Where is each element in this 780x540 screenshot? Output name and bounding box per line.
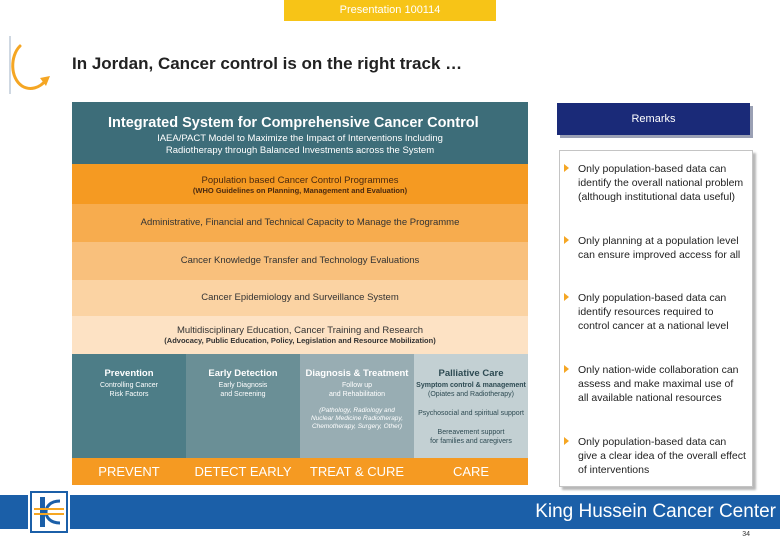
column-diagnosis-treatment-title: Diagnosis & Treatment (305, 368, 409, 379)
column-diagnosis-treatment (300, 354, 414, 458)
footer-prevent: PREVENT (72, 458, 186, 485)
presentation-label: Presentation 100114 (284, 0, 496, 21)
remark-item (578, 162, 746, 204)
diagram-subtitle (72, 133, 528, 157)
remarks-header: Remarks (557, 103, 750, 135)
column-palliative-care-sub1: Symptom control & management (416, 382, 526, 389)
band-knowledge (72, 242, 528, 280)
column-palliative-care-note3: Bereavement support (437, 429, 505, 436)
column-early-detection-title: Early Detection (208, 368, 278, 379)
diagram-subtitle-line2: Radiotherapy through Balanced Investments across the System (165, 145, 435, 156)
column-prevention-sub2: Risk Factors (109, 391, 149, 398)
band-education-title: Multidisciplinary Education, Cancer Training and Research (176, 325, 424, 336)
remark-text: Only population-based data can give a clear idea of the overall effect of interventions (578, 436, 746, 476)
cancer-control-diagram (72, 102, 528, 485)
remark-text: Only population-based data can identify resources required to control cancer at a national level (578, 292, 729, 332)
column-prevention (72, 354, 186, 458)
column-palliative-care-note1: Psychosocial and spiritual support (418, 410, 524, 417)
remark-item (578, 435, 746, 477)
column-diagnosis-treatment-note3: Chemotherapy, Surgery, Other) (311, 423, 403, 430)
band-epidemiology (72, 280, 528, 316)
diagram-subtitle-line1: IAEA/PACT Model to Maximize the Impact of Interventions Including (157, 133, 443, 144)
bullet-arrow-icon (564, 236, 569, 244)
slide-title: In Jordan, Cancer control is on the right track … (72, 54, 463, 73)
column-palliative-care-sub2: (Opiates and Radiotherapy) (428, 391, 514, 398)
column-diagnosis-treatment-sub1: Follow up (342, 382, 372, 389)
footer-treat-cure: TREAT & CURE (300, 458, 414, 485)
band-programmes (72, 164, 528, 204)
bullet-arrow-icon (564, 365, 569, 373)
remark-text: Only planning at a population level can ensure improved access for all (578, 235, 741, 261)
khcc-logo-icon (28, 489, 70, 535)
remark-item (578, 234, 746, 262)
page-number: 34 (742, 531, 750, 538)
band-programmes-subtitle: (WHO Guidelines on Planning, Management and Evaluation) (192, 186, 408, 195)
column-diagnosis-treatment-note1: (Pathology, Radiology and (319, 407, 395, 414)
footer-detect-early: DETECT EARLY (186, 458, 300, 485)
bullet-arrow-icon (564, 437, 569, 445)
remark-text: Only population-based data can identify the overall national problem (although institutional data useful) (578, 163, 744, 203)
band-knowledge-title: Cancer Knowledge Transfer and Technology Evaluations (180, 255, 420, 266)
band-programmes-title: Population based Cancer Control Programmes (201, 175, 399, 186)
remark-item (578, 291, 746, 333)
arrow-logo-icon (6, 34, 52, 96)
remarks-panel (559, 150, 753, 487)
band-education (72, 316, 528, 354)
column-diagnosis-treatment-sub2: and Rehabilitation (328, 391, 386, 398)
bullet-arrow-icon (564, 293, 569, 301)
column-diagnosis-treatment-note2: Nuclear Medicine Radiotherapy, (310, 415, 403, 422)
diagram-header (72, 102, 528, 164)
footer-care: CARE (414, 458, 528, 485)
band-education-subtitle: (Advocacy, Public Education, Policy, Legislation and Resource Mobilization) (164, 336, 436, 345)
column-prevention-title: Prevention (104, 368, 154, 379)
column-early-detection-sub1: Early Diagnosis (218, 382, 268, 389)
column-early-detection-sub2: and Screening (220, 391, 266, 398)
column-palliative-care (414, 354, 528, 458)
band-capacity-title: Administrative, Financial and Technical Capacity to Manage the Programme (140, 217, 460, 228)
bullet-arrow-icon (564, 164, 569, 172)
column-early-detection (186, 354, 300, 458)
column-palliative-care-note4: for families and caregivers (430, 438, 512, 445)
column-prevention-sub1: Controlling Cancer (100, 382, 158, 389)
remark-item (578, 363, 746, 405)
column-palliative-care-title: Palliative Care (438, 368, 504, 379)
band-epidemiology-title: Cancer Epidemiology and Surveillance System (201, 292, 399, 303)
band-capacity (72, 204, 528, 242)
diagram-title: Integrated System for Comprehensive Cancer Control (108, 115, 479, 131)
organization-name: King Hussein Cancer Center (535, 501, 776, 522)
remark-text: Only nation-wide collaboration can assess and make maximal use of all available national resources (578, 364, 739, 404)
